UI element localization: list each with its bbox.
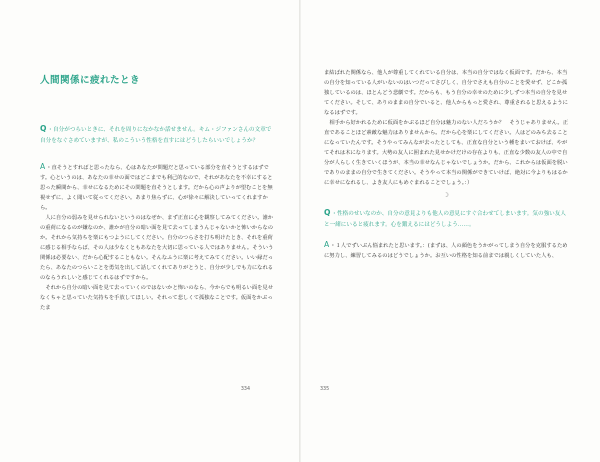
book-spine (299, 0, 301, 462)
answer-paragraph (40, 213, 274, 283)
answer-text: ・１人でずいぶん悩まれたと思います。：(まずは、人の顔色をうかがってしまう自分を克服するために努力し、練習してみるのはどうでしょうか。お互いの性格を知る前までは親しくしていた人も、 (324, 243, 568, 260)
spacer (40, 146, 274, 162)
answer-mark: A (40, 162, 46, 172)
body-text: 相手から好かれるために仮面をかぶるほど自分は魅力のない人だろうか？ そうじゃありません。正直であることほど素敵な魅力はありませんから。だから心を楽にしてください。人はどのみち去ることになっていたんです。そうやってみんなが去ったとしても、正直な自分という種をまいておけば、やがてそれは木になります。大勢の友人に囲まれた見せかけだけの存在よりも、正直な少数の友人の中で自分が人らしく生きていくほうが、本当の幸せなんじゃないでしょうか。だから、これからは仮面を脱いでありのままの自分で生きてください。そうやって本当の関係ができていけば、絶対に今よりもはるかに幸せになれるし、よき友人にもめぐまれることでしょう。：） (324, 120, 568, 186)
answer-paragraph (40, 283, 274, 313)
spacer (324, 230, 568, 240)
body-paragraph (324, 68, 568, 118)
right-page (302, 0, 600, 462)
body-text: ま結ばれた関係なら、他人が尊重してくれている自分は、本当の自分ではなく仮面です。だから、本当の自分を知っている人がいないのはいつだってさびしく、自分でさえも自分のことを愛せず、どこか孤独しているのは、ほとんどう悲劇です。だからも、もう自分の幸せのために少しずつ本当の自分を見せてください。そして、ありのままの自分でいると、他人からもっと愛され、尊重されると思えるようになるはずです。 (324, 70, 568, 116)
question-text: ・自分がつらいときに、それを周りになかなか話せません。キム・ジファンさんの文章で自分をなぐさめていますが、私のこういう性格を直すにはどうしたらいいでしょうか？ (40, 127, 272, 144)
page-number: 335 (320, 387, 330, 392)
question-text: ・性格のせいなのか、自分の意見よりも他人の意見にすぐ合わせてしまいます。気の強い友人と一緒にいると疲れます。心を鍛えるにはどうしよう……。 (324, 211, 566, 228)
body-paragraph (324, 118, 568, 188)
question-mark: Q (324, 208, 331, 217)
question-mark: Q (40, 124, 47, 133)
left-page (0, 0, 298, 462)
answer-paragraph (40, 162, 274, 213)
answer-text: それから自分の暗い面を見て去っていくのではないかと怖いのなら、今からでも明るい面を見せなくちゃと思っていた気持ちを手放してほしい。それって悲しくて孤独なことです。仮面をかぶったま (40, 285, 274, 312)
answer-text: ・直そうとすればと思ったなら、心はあなたが問題だと思っている部分を直そうとするはずです。心というのは、あなたの幸せの面ではどこまでも利己的なので、それがあなたを不幸にすると思った瞬間から、幸せになるためにその問題を直そうとします。だから心の声よりが望むことを無視せずに、よく聞いて従ってください。あまり焦らずに、心が徐々に解決していってくれますから。 (40, 165, 273, 212)
question-block (40, 124, 274, 146)
page-number: 334 (240, 387, 250, 392)
chapter-title: 人間関係に疲れたとき (40, 75, 140, 86)
moon-icon: ☽ (443, 191, 449, 199)
question-block (324, 208, 568, 230)
answer-text: 人に自分の弱みを見せられないというのはなぜか、まず正直に心を観察してみてください。誰かの重荷になるのが嫌なのか、誰かが自分の暗い面を見て去ってしまうんじゃないかと怖いからなのか。それから気持ちを楽にもつようにしてください。自分のつらさを打ち明けたとき、それを重荷に感じる相手ならば、その人は少なくともあなたを大切に思っている人ではありません。そういう関係は必要ない、だから心配することもない。そんなふうに楽に考えてみてください。いい縁だったら、あなたのつらいことを勇気を出して話してくれてありがとうと、自分が少しでも力になれるのならうれしいと感じてくれるはずですから。 (40, 215, 274, 282)
answer-mark: A (324, 240, 330, 250)
answer-paragraph (324, 240, 568, 261)
